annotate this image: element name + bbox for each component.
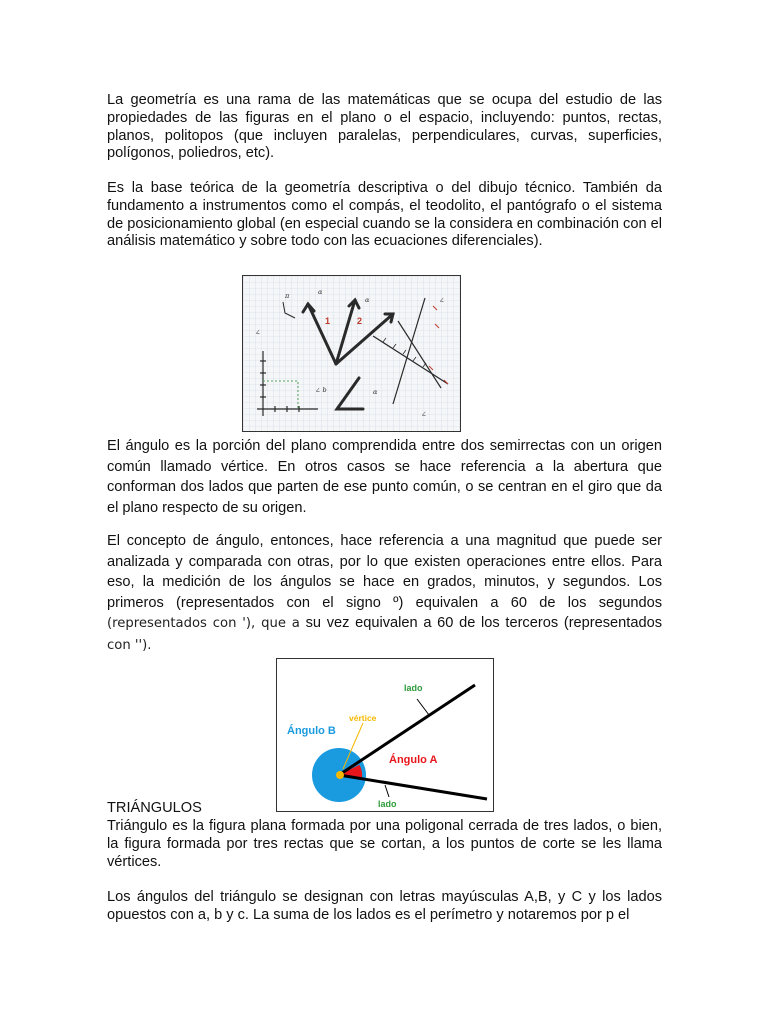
lado-top-pointer [417, 699, 429, 715]
svg-text:∠ b: ∠ b [315, 386, 327, 394]
paragraph-angulos-triangulo: Los ángulos del triángulo se designan con letras mayúsculas A,B, y C y los lados opuestos con a, b y c. La suma de los lados es el perímetro y notaremos por p el [107, 889, 662, 923]
paragraph-concepto-part-b: (representados con '), que a [107, 616, 300, 632]
svg-text:α: α [318, 288, 323, 296]
paragraph-triangulo: Triángulo es la figura plana formada por una poligonal cerrada de tres lados, o bien, la figura formada por tres rectas que se cortan, a los puntos de corte se les llama vértices. [107, 818, 662, 870]
svg-text:α: α [373, 388, 378, 396]
paragraph-concepto-part-a: El concepto de ángulo, entonces, hace referencia a una magnitud que puede ser analizada y comparada con otras, por lo que existen operaciones entre ellos. Para eso, la medición de los ángulos se hace en grados, minutos, y segundos. Los primeros (representados con el signo º) equivalen a 60 de los segundos [107, 533, 662, 611]
geometry-sketch-image [242, 275, 461, 432]
label-vertice: vértice [349, 713, 377, 723]
paragraph-concepto-angulo [107, 531, 662, 657]
paragraph-concepto-part-c: su vez equivalen a 60 de los terceros (representados [299, 615, 662, 632]
vertex-dot [336, 771, 344, 779]
paragraph-angulo: El ángulo es la porción del plano comprendida entre dos semirrectas con un origen común llamado vértice. En otros casos se hace referencia a la abertura que conforman dos lados que parten de ese punto común, o se centran en el giro que da el plano respecto de su origen. [107, 438, 662, 516]
paragraph-geometria: La geometría es una rama de las matemáticas que se ocupa del estudio de las propiedades de las figuras en el plano o el espacio, incluyendo: puntos, rectas, planos, politopos (que incluyen paralelas, perpendiculares, curvas, superficies, polígonos, poliedros, etc). [107, 92, 662, 162]
label-angulo-a: Ángulo A [389, 754, 438, 766]
svg-text:1: 1 [325, 316, 331, 326]
paragraph-base-teorica: Es la base teórica de la geometría descriptiva o del dibujo técnico. También da fundamento a instrumentos como el compás, el teodolito, el pantógrafo o el sistema de posicionamiento global (en especial cuando se la considera en combinación con el análisis matemático y sobre todo con las ecuaciones diferenciales). [107, 180, 662, 250]
svg-text:∠: ∠ [421, 410, 427, 418]
svg-text:α: α [365, 296, 370, 304]
label-lado-bottom: lado [378, 799, 397, 809]
label-angulo-b: Ángulo B [287, 725, 336, 737]
svg-text:2: 2 [357, 316, 363, 326]
label-lado-top: lado [404, 683, 423, 693]
heading-triangulos: TRIÁNGULOS [107, 800, 202, 816]
svg-text:∠: ∠ [439, 296, 445, 304]
angle-diagram [276, 658, 494, 812]
lado-bottom-pointer [385, 785, 389, 797]
paragraph-concepto-part-d: con ''). [107, 637, 152, 653]
svg-text:∠: ∠ [255, 328, 261, 336]
svg-text:π: π [285, 292, 290, 300]
